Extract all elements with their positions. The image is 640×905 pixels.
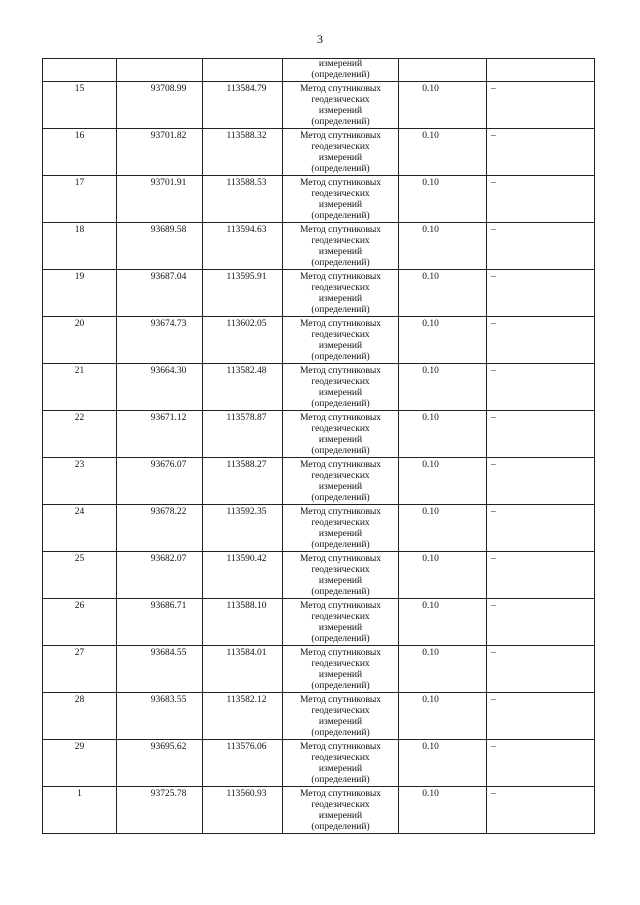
table-row [43,740,595,787]
y-coordinate-cell [203,270,283,317]
note-dash: – [491,366,496,376]
y-coordinate-cell [203,223,283,270]
point-number: 15 [74,84,85,94]
table-row [43,82,595,129]
point-number: 19 [74,272,85,282]
note-dash-cell [487,505,595,552]
x-coordinate-cell [117,505,203,552]
table-row [43,129,595,176]
point-number-cell [43,223,117,270]
y-coordinate-cell [203,646,283,693]
accuracy-value-cell [399,129,487,176]
x-coordinate: 93695.62 [150,742,187,752]
accuracy-value-cell [399,505,487,552]
method-description: Метод спутниковых геодезических измерений (определений) [299,601,382,644]
x-coordinate-cell [117,787,203,834]
accuracy-value-cell [399,740,487,787]
x-coordinate: 93671.12 [150,413,187,423]
x-coordinate: 93701.82 [150,131,187,141]
method-description-cell [283,787,399,834]
accuracy-value-cell [399,552,487,599]
method-description: Метод спутниковых геодезических измерений (определений) [299,413,382,456]
note-dash: – [491,460,496,470]
table-row [43,552,595,599]
note-dash-cell [487,129,595,176]
accuracy-value-cell [399,458,487,505]
method-description: Метод спутниковых геодезических измерений (определений) [299,178,382,221]
x-coordinate-cell [117,646,203,693]
accuracy-value: 0.10 [422,366,439,376]
point-number: 25 [74,554,85,564]
page-number: 3 [317,32,323,46]
method-description-cell [283,176,399,223]
x-coordinate-cell [117,740,203,787]
y-coordinate-cell [203,317,283,364]
table-row [43,176,595,223]
y-coordinate: 113602.05 [226,319,267,329]
note-dash-cell [487,458,595,505]
note-dash-cell [487,740,595,787]
table-row [43,270,595,317]
x-coordinate-cell [117,223,203,270]
accuracy-value-cell [399,223,487,270]
accuracy-value: 0.10 [422,789,439,799]
point-number-cell [43,82,117,129]
y-coordinate: 113576.06 [226,742,267,752]
accuracy-value-cell [399,364,487,411]
table-row [43,646,595,693]
method-description-cell [283,411,399,458]
note-dash: – [491,272,496,282]
method-description: Метод спутниковых геодезических измерений (определений) [299,225,382,268]
x-coordinate-cell [117,129,203,176]
cell-empty [399,59,487,82]
accuracy-value-cell [399,176,487,223]
note-dash: – [491,319,496,329]
table-row [43,693,595,740]
table-row [43,364,595,411]
y-coordinate: 113588.27 [226,460,267,470]
table-row [43,599,595,646]
y-coordinate: 113584.79 [226,84,267,94]
x-coordinate: 93686.71 [150,601,187,611]
note-dash-cell [487,82,595,129]
note-dash-cell [487,411,595,458]
y-coordinate-cell [203,693,283,740]
y-coordinate-cell [203,364,283,411]
note-dash: – [491,413,496,423]
note-dash: – [491,131,496,141]
y-coordinate-cell [203,411,283,458]
method-description: Метод спутниковых геодезических измерений (определений) [299,319,382,362]
method-description-cell [283,129,399,176]
point-number-cell [43,505,117,552]
x-coordinate: 93725.78 [150,789,187,799]
y-coordinate-cell [203,552,283,599]
method-description: Метод спутниковых геодезических измерений (определений) [299,648,382,691]
accuracy-value: 0.10 [422,131,439,141]
y-coordinate: 113588.10 [226,601,267,611]
method-description: Метод спутниковых геодезических измерений (определений) [299,272,382,315]
accuracy-value: 0.10 [422,742,439,752]
method-description-cell [283,364,399,411]
accuracy-value-cell [399,693,487,740]
accuracy-value: 0.10 [422,178,439,188]
x-coordinate-cell [117,317,203,364]
method-description: Метод спутниковых геодезических измерений (определений) [299,460,382,503]
coordinates-table [42,58,595,834]
method-description: Метод спутниковых геодезических измерений (определений) [299,131,382,174]
note-dash-cell [487,364,595,411]
accuracy-value: 0.10 [422,460,439,470]
y-coordinate: 113582.12 [226,695,267,705]
y-coordinate-cell [203,787,283,834]
note-dash-cell [487,317,595,364]
method-description-cell [283,693,399,740]
point-number-cell [43,317,117,364]
point-number: 29 [74,742,85,752]
method-description: Метод спутниковых геодезических измерений (определений) [299,742,382,785]
accuracy-value: 0.10 [422,225,439,235]
y-coordinate-cell [203,740,283,787]
note-dash: – [491,648,496,658]
point-number-cell [43,364,117,411]
cell-empty [43,59,117,82]
accuracy-value: 0.10 [422,84,439,94]
accuracy-value: 0.10 [422,319,439,329]
note-dash-cell [487,270,595,317]
table-row [43,223,595,270]
accuracy-value: 0.10 [422,507,439,517]
point-number: 28 [74,695,85,705]
point-number-cell [43,411,117,458]
accuracy-value: 0.10 [422,272,439,282]
note-dash: – [491,554,496,564]
accuracy-value: 0.10 [422,648,439,658]
y-coordinate: 113584.01 [226,648,267,658]
note-dash: – [491,601,496,611]
x-coordinate: 93682.07 [150,554,187,564]
method-description-cell [283,599,399,646]
x-coordinate-cell [117,270,203,317]
y-coordinate: 113590.42 [226,554,267,564]
cell-empty [203,59,283,82]
y-coordinate-cell [203,129,283,176]
continuation-row [43,59,595,82]
point-number-cell [43,552,117,599]
x-coordinate: 93683.55 [150,695,187,705]
method-description-cell [283,317,399,364]
y-coordinate: 113578.87 [226,413,267,423]
y-coordinate-cell [203,176,283,223]
accuracy-value-cell [399,411,487,458]
x-coordinate: 93687.04 [150,272,187,282]
method-description-cell [283,82,399,129]
method-description-cell [283,458,399,505]
note-dash-cell [487,223,595,270]
x-coordinate-cell [117,552,203,599]
point-number: 22 [74,413,85,423]
point-number-cell [43,646,117,693]
x-coordinate: 93676.07 [150,460,187,470]
accuracy-value: 0.10 [422,695,439,705]
note-dash: – [491,225,496,235]
continuation-method-cell [283,59,399,82]
note-dash-cell [487,552,595,599]
point-number-cell [43,787,117,834]
accuracy-value-cell [399,787,487,834]
note-dash-cell [487,646,595,693]
accuracy-value-cell [399,317,487,364]
accuracy-value: 0.10 [422,601,439,611]
y-coordinate-cell [203,82,283,129]
table-row [43,317,595,364]
point-number: 21 [74,366,85,376]
point-number: 16 [74,131,85,141]
x-coordinate-cell [117,364,203,411]
x-coordinate: 93701.91 [150,178,187,188]
x-coordinate-cell [117,693,203,740]
note-dash-cell [487,693,595,740]
x-coordinate-cell [117,458,203,505]
point-number-cell [43,693,117,740]
accuracy-value-cell [399,82,487,129]
x-coordinate: 93684.55 [150,648,187,658]
point-number: 26 [74,601,85,611]
x-coordinate: 93674.73 [150,319,187,329]
method-description: Метод спутниковых геодезических измерений (определений) [299,789,382,832]
point-number: 1 [77,789,82,799]
x-coordinate: 93664.30 [150,366,187,376]
method-description: Метод спутниковых геодезических измерений (определений) [299,366,382,409]
note-dash-cell [487,599,595,646]
continuation-method: измерений (определений) [311,59,370,80]
y-coordinate: 113560.93 [226,789,267,799]
y-coordinate-cell [203,599,283,646]
point-number-cell [43,176,117,223]
y-coordinate: 113582.48 [226,366,267,376]
method-description: Метод спутниковых геодезических измерений (определений) [299,554,382,597]
y-coordinate: 113595.91 [226,272,267,282]
point-number: 20 [74,319,85,329]
x-coordinate: 93678.22 [150,507,187,517]
x-coordinate: 93689.58 [150,225,187,235]
accuracy-value-cell [399,270,487,317]
note-dash: – [491,178,496,188]
method-description: Метод спутниковых геодезических измерений (определений) [299,84,382,127]
table-row [43,505,595,552]
point-number-cell [43,599,117,646]
method-description-cell [283,646,399,693]
cell-empty [117,59,203,82]
point-number-cell [43,270,117,317]
method-description-cell [283,552,399,599]
x-coordinate-cell [117,599,203,646]
method-description-cell [283,740,399,787]
table-row [43,411,595,458]
note-dash: – [491,695,496,705]
table-row [43,787,595,834]
method-description-cell [283,223,399,270]
point-number: 27 [74,648,85,658]
x-coordinate-cell [117,82,203,129]
y-coordinate: 113588.53 [226,178,267,188]
point-number: 17 [74,178,85,188]
accuracy-value-cell [399,646,487,693]
method-description-cell [283,505,399,552]
note-dash: – [491,84,496,94]
accuracy-value-cell [399,599,487,646]
x-coordinate-cell [117,176,203,223]
point-number-cell [43,129,117,176]
method-description: Метод спутниковых геодезических измерений (определений) [299,695,382,738]
cell-empty [487,59,595,82]
note-dash-cell [487,787,595,834]
method-description: Метод спутниковых геодезических измерений (определений) [299,507,382,550]
point-number: 24 [74,507,85,517]
point-number-cell [43,740,117,787]
y-coordinate: 113594.63 [226,225,267,235]
x-coordinate: 93708.99 [150,84,187,94]
note-dash-cell [487,176,595,223]
note-dash: – [491,742,496,752]
y-coordinate: 113588.32 [226,131,267,141]
note-dash: – [491,789,496,799]
accuracy-value: 0.10 [422,413,439,423]
point-number: 18 [74,225,85,235]
point-number-cell [43,458,117,505]
y-coordinate-cell [203,458,283,505]
accuracy-value: 0.10 [422,554,439,564]
y-coordinate-cell [203,505,283,552]
x-coordinate-cell [117,411,203,458]
point-number: 23 [74,460,85,470]
y-coordinate: 113592.35 [226,507,267,517]
method-description-cell [283,270,399,317]
table-row [43,458,595,505]
note-dash: – [491,507,496,517]
